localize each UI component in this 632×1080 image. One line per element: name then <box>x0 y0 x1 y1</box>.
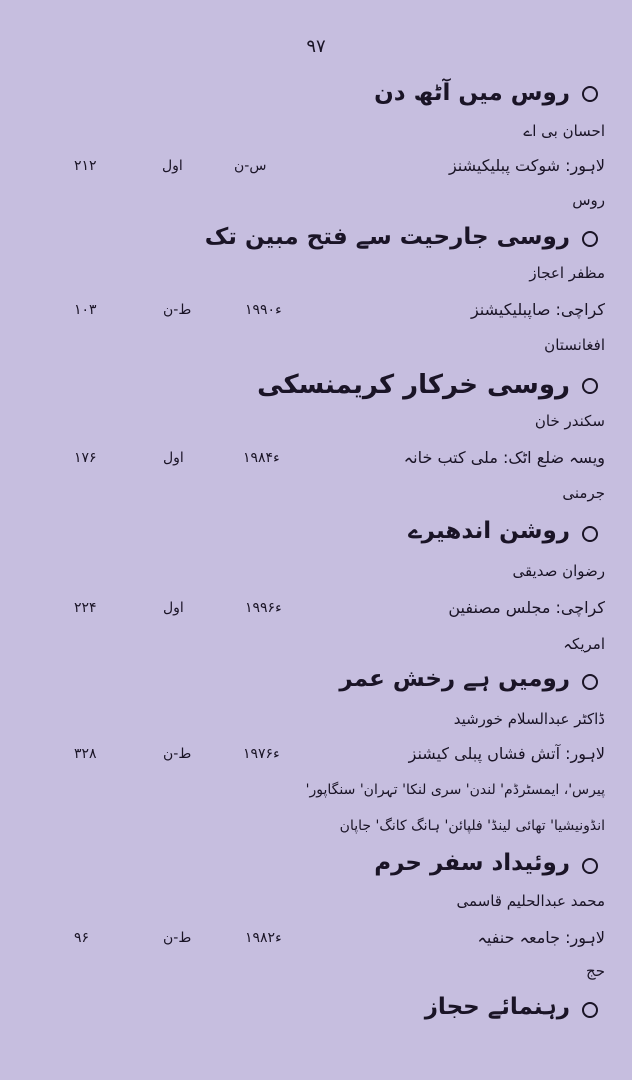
entry-pages: ۳۲۸ <box>74 746 97 762</box>
entry-pages: ۲۲۴ <box>74 600 97 616</box>
entry-year: س-ن <box>234 158 267 174</box>
entry-subject: افغانستان <box>544 336 605 354</box>
entry-edition: ط-ن <box>163 302 192 318</box>
entry-publisher: لاہور: شوکت پبلیکیشنز <box>448 156 605 175</box>
entry-edition: ط-ن <box>163 930 192 946</box>
entry-pages: ۱۰۳ <box>74 302 97 318</box>
entry-author: محمد عبدالحلیم قاسمی <box>456 892 605 910</box>
bullet-circle-icon <box>582 526 598 542</box>
entry-edition: اول <box>163 450 184 466</box>
bullet-circle-icon <box>582 1002 598 1018</box>
entry-edition: اول <box>163 600 184 616</box>
entry-publisher: کراچی: مجلس مصنفین <box>448 598 605 617</box>
entry-title: روسی جارحیت سے فتح مبین تک <box>204 224 570 250</box>
bullet-circle-icon <box>582 858 598 874</box>
entry-title: روشن اندھیرے <box>408 518 570 544</box>
entry-author: رضوان صدیقی <box>512 562 605 580</box>
entry-year: ۱۹۷۶ء <box>243 746 280 762</box>
entry-edition: اول <box>162 158 183 174</box>
entry-author: ڈاکٹر عبدالسلام خورشید <box>453 710 605 728</box>
bullet-circle-icon <box>582 231 598 247</box>
bullet-circle-icon <box>582 378 598 394</box>
entry-title: روس میں آٹھ دن <box>374 80 570 106</box>
bullet-circle-icon <box>582 674 598 690</box>
entry-title: روسی خرکار کریمنسکی <box>257 370 570 400</box>
entry-subject-line: انڈونیشیا' تھائی لینڈ' فلپائن' ہانگ کانگ' جاپان <box>339 818 605 834</box>
entry-year: ۱۹۹۰ء <box>245 302 282 318</box>
entry-year: ۱۹۸۲ء <box>245 930 282 946</box>
entry-author: احسان بی اے <box>523 122 605 140</box>
entry-title: رومیں ہے رخش عمر <box>339 666 570 692</box>
entry-author: سکندر خان <box>534 412 605 430</box>
entry-publisher: لاہور: جامعہ حنفیہ <box>477 928 605 947</box>
entry-year: ۱۹۹۶ء <box>245 600 282 616</box>
entry-author: مظفر اعجاز <box>529 264 605 282</box>
entry-subject: جرمنی <box>562 484 605 502</box>
page-number: ۹۷ <box>306 36 326 57</box>
entry-subject: امریکہ <box>563 635 605 653</box>
entry-year: ۱۹۸۴ء <box>243 450 280 466</box>
entry-publisher: کراچی: صاپبلیکیشنز <box>470 300 605 319</box>
entry-pages: ۱۷۶ <box>74 450 97 466</box>
entry-publisher: لاہور: آتش فشاں پبلی کیشنز <box>408 744 605 763</box>
entry-publisher: ویسہ ضلع اٹک: ملی کتب خانہ <box>403 448 605 467</box>
entry-title: روئیداد سفر حرم <box>374 850 570 876</box>
entry-subject: روس <box>572 191 605 209</box>
bullet-circle-icon <box>582 86 598 102</box>
entry-title: رہنمائے حجاز <box>424 994 570 1020</box>
entry-subject-line: پیرس'، ایمسٹرڈم' لندن' سری لنکا' تہران' سنگاپور' <box>305 782 605 798</box>
entry-edition: ط-ن <box>163 746 192 762</box>
entry-pages: ۹۶ <box>74 930 90 946</box>
entry-subject: حج <box>586 962 605 980</box>
entry-pages: ۲۱۲ <box>74 158 97 174</box>
